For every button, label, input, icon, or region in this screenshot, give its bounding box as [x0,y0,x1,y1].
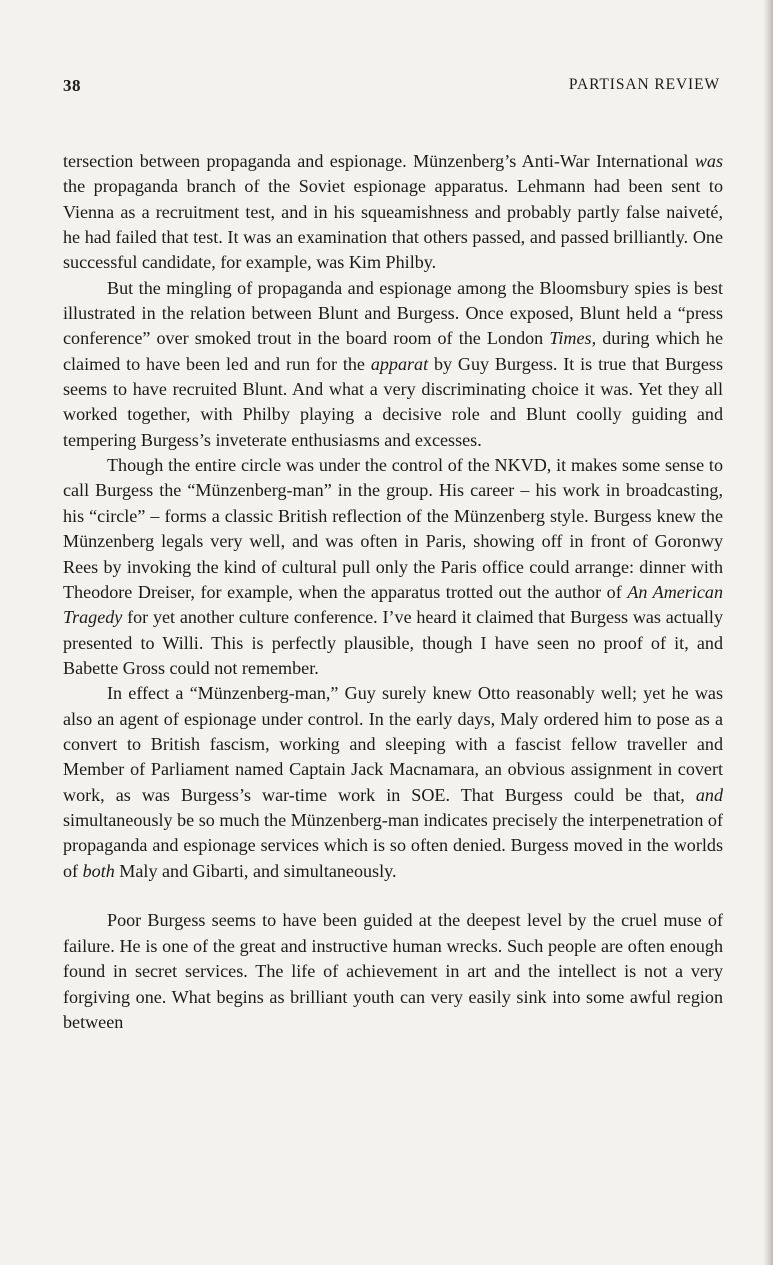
page-header [63,76,720,100]
text-run: tersection between propaganda and espionage. Münzenberg’s Anti-War International [63,151,695,171]
body-text [63,149,723,1035]
paragraph [63,908,723,1035]
italic-text: was [694,151,723,171]
text-run: Maly and Gibarti, and simultaneously. [114,860,397,881]
text-run: In effect a “Münzenberg-man,” Guy surely knew Otto reasonably well; yet he was also an agent of espionage under control. In the early days, Maly ordered him to pose as a convert to British fascism, working and sleeping with a fascist fellow traveller and Member of Parliament named Captain Jack Macnamara, an obvious assignment in covert work, as was Burgess’s war-time work in SOE. That Burgess could be that, [63,683,723,805]
italic-text: both [82,860,115,881]
italic-text: An American Tragedy [63,581,723,628]
text-run: during which he claimed to have been led and run for the [63,328,724,374]
text-run: the propaganda branch of the Soviet espionage apparatus. Lehmann had been sent to Vienna as a recruitment test, and in his squeamishness and probably partly false naiveté, he had failed that test. It was an examination that others passed, and passed brilliantly. One successful candidate, for example, was Kim Philby. [63,176,723,273]
text-run: for yet another culture conference. I’ve heard it claimed that Burgess was actually presented to Willi. This is perfectly plausible, though I have seen no proof of it, and Babette Gross could not remember. [63,607,723,678]
italic-text: apparat [370,353,429,374]
page-edge-shadow [763,0,773,1265]
text-run: Poor Burgess seems to have been guided at the deepest level by the cruel muse of failure. He is one of the great and instructive human wrecks. Such people are often enough found in secret services. The life of achievement in art and the intellect is not a very forgiving one. What begins as brilliant youth can very easily sink into some awful region between [63,910,723,1032]
italic-text: and [695,784,723,805]
page-number: 38 [63,76,81,95]
paragraph [63,276,723,453]
text-run: Though the entire circle was under the control of the NKVD, it makes some sense to call Burgess the “Münzenberg-man” in the group. His career – his work in broadcasting, his “circle” – forms a classic British reflection of the Münzenberg style. Burgess knew the Münzenberg legals very well, and was often in Paris, showing off in front of Goronwy Rees by invoking the kind of cultural pull only the Paris office could arrange: dinner with Theodore Dreiser, for example, when the apparatus trotted out the author of [63,455,723,602]
running-head: PARTISAN REVIEW [568,76,720,93]
text-run: But the mingling of propaganda and espionage among the Bloomsbury spies is best illustrated in the relation between Blunt and Burgess. Once exposed, Blunt held a “press conference” over smoked trout in the board room of the London [63,277,723,349]
paragraph [63,149,723,276]
paragraph [63,681,723,884]
text-run: by Guy Burgess. It is true that Burgess seems to have recruited Blunt. And what a very discriminating choice it was. Yet they all worked together, with Philby playing a decisive role and Blunt coolly guiding and tempering Burgess’s inveterate enthusiasms and excesses. [63,353,723,450]
paragraph [63,453,723,681]
text-run: simultaneously be so much the Münzenberg-man indicates precisely the interpenetration of propaganda and espionage services which is so often denied. Burgess moved in the worlds of [63,809,723,881]
italic-text: Times, [549,328,597,349]
